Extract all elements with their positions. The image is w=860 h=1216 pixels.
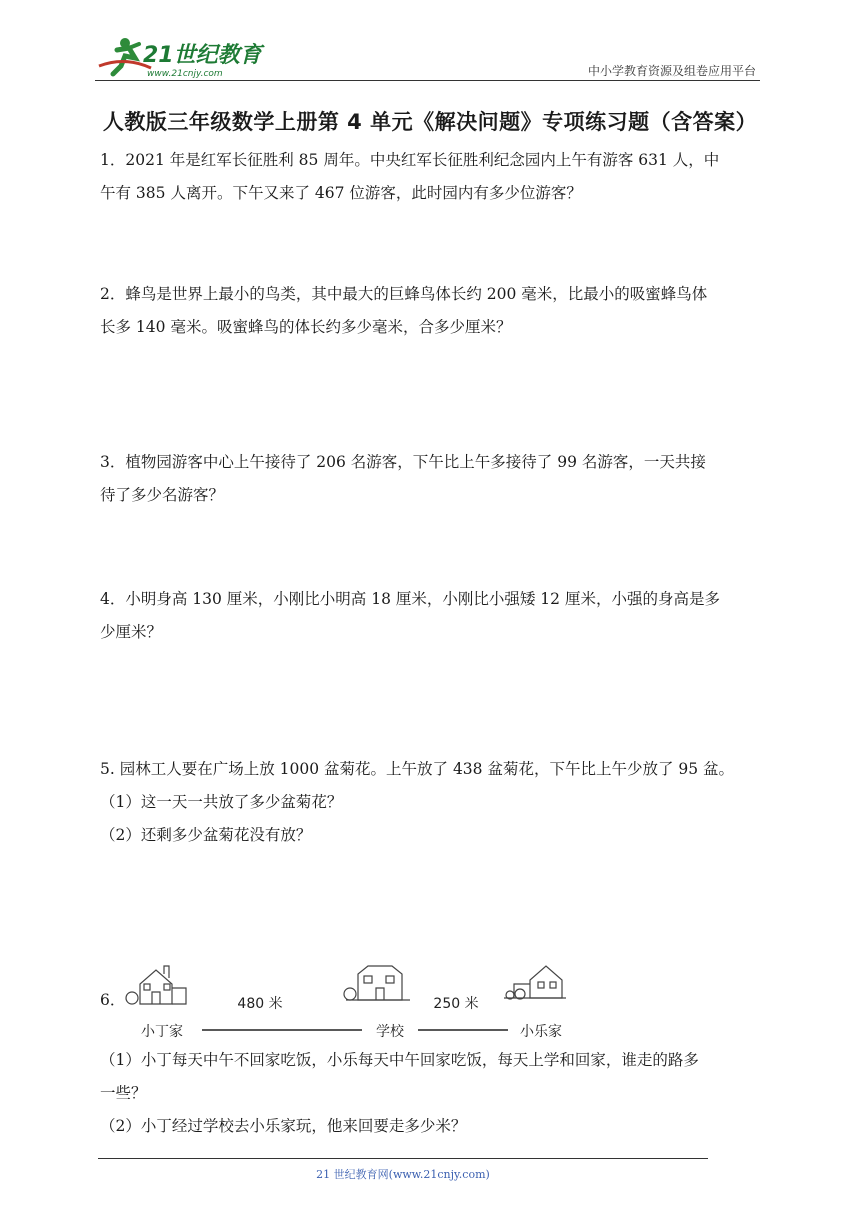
question-2	[100, 278, 768, 344]
question-5	[100, 753, 768, 852]
school-icon	[344, 966, 410, 1000]
house-icon	[504, 966, 566, 999]
page-title: 人教版三年级数学上册第 4 单元《解决问题》专项练习题（含答案）	[102, 110, 758, 134]
question-line: 长多 140 毫米。吸蜜蜂鸟的体长约多少毫米，合多少厘米？	[100, 318, 512, 336]
question-line: 5. 园林工人要在广场上放 1000 盆菊花。上午放了 438 盆菊花，下午比上午少放了 95 盆。	[100, 760, 735, 778]
sub-question: （2）还剩多少盆菊花没有放？	[100, 826, 312, 844]
question-line: 4．小明身高 130 厘米，小刚比小明高 18 厘米，小刚比小强矮 12 厘米，小强的身高是多	[100, 590, 720, 608]
question-line: 2．蜂鸟是世界上最小的鸟类，其中最大的巨蜂鸟体长约 200 毫米，比最小的吸蜜蜂鸟体	[100, 285, 708, 303]
question-line: 午有 385 人离开。下午又来了 467 位游客，此时园内有多少位游客？	[100, 184, 582, 202]
logo	[95, 34, 265, 80]
location-label: 小乐家	[520, 1024, 562, 1040]
footer-divider	[98, 1158, 708, 1159]
distance-label: 250 米	[433, 996, 479, 1012]
location-label: 学校	[376, 1024, 404, 1040]
distance-diagram	[100, 958, 580, 1048]
location-label: 小丁家	[141, 1024, 183, 1040]
sub-question: 一些？	[100, 1084, 147, 1102]
question-6-number: 6．	[100, 991, 126, 1009]
question-4	[100, 583, 768, 649]
header-divider	[95, 80, 760, 81]
distance-label: 480 米	[237, 996, 283, 1012]
header-tagline: 中小学教育资源及组卷应用平台	[587, 64, 756, 78]
question-line: 3．植物园游客中心上午接待了 206 名游客，下午比上午多接待了 99 名游客，一天共接	[100, 453, 706, 471]
question-6	[100, 1044, 768, 1143]
question-line: 1．2021 年是红军长征胜利 85 周年。中央红军长征胜利纪念园内上午有游客 631 人，中	[100, 151, 720, 169]
page-footer: 21 世纪教育网(www.21cnjy.com)	[316, 1168, 490, 1181]
question-3	[100, 446, 768, 512]
question-1	[100, 144, 768, 210]
house-icon	[126, 966, 186, 1004]
page-header	[95, 34, 760, 82]
question-line: 待了多少名游客？	[100, 486, 225, 504]
question-line: 少厘米？	[100, 623, 163, 641]
sub-question: （2）小丁经过学校去小乐家玩，他来回要走多少米？	[100, 1117, 467, 1135]
logo-url: www.21cnjy.com	[147, 69, 223, 79]
logo-text: 21世纪教育	[143, 43, 262, 68]
sub-question: （1）这一天一共放了多少盆菊花？	[100, 793, 343, 811]
sub-question: （1）小丁每天中午不回家吃饭，小乐每天中午回家吃饭，每天上学和回家，谁走的路多	[100, 1051, 699, 1069]
